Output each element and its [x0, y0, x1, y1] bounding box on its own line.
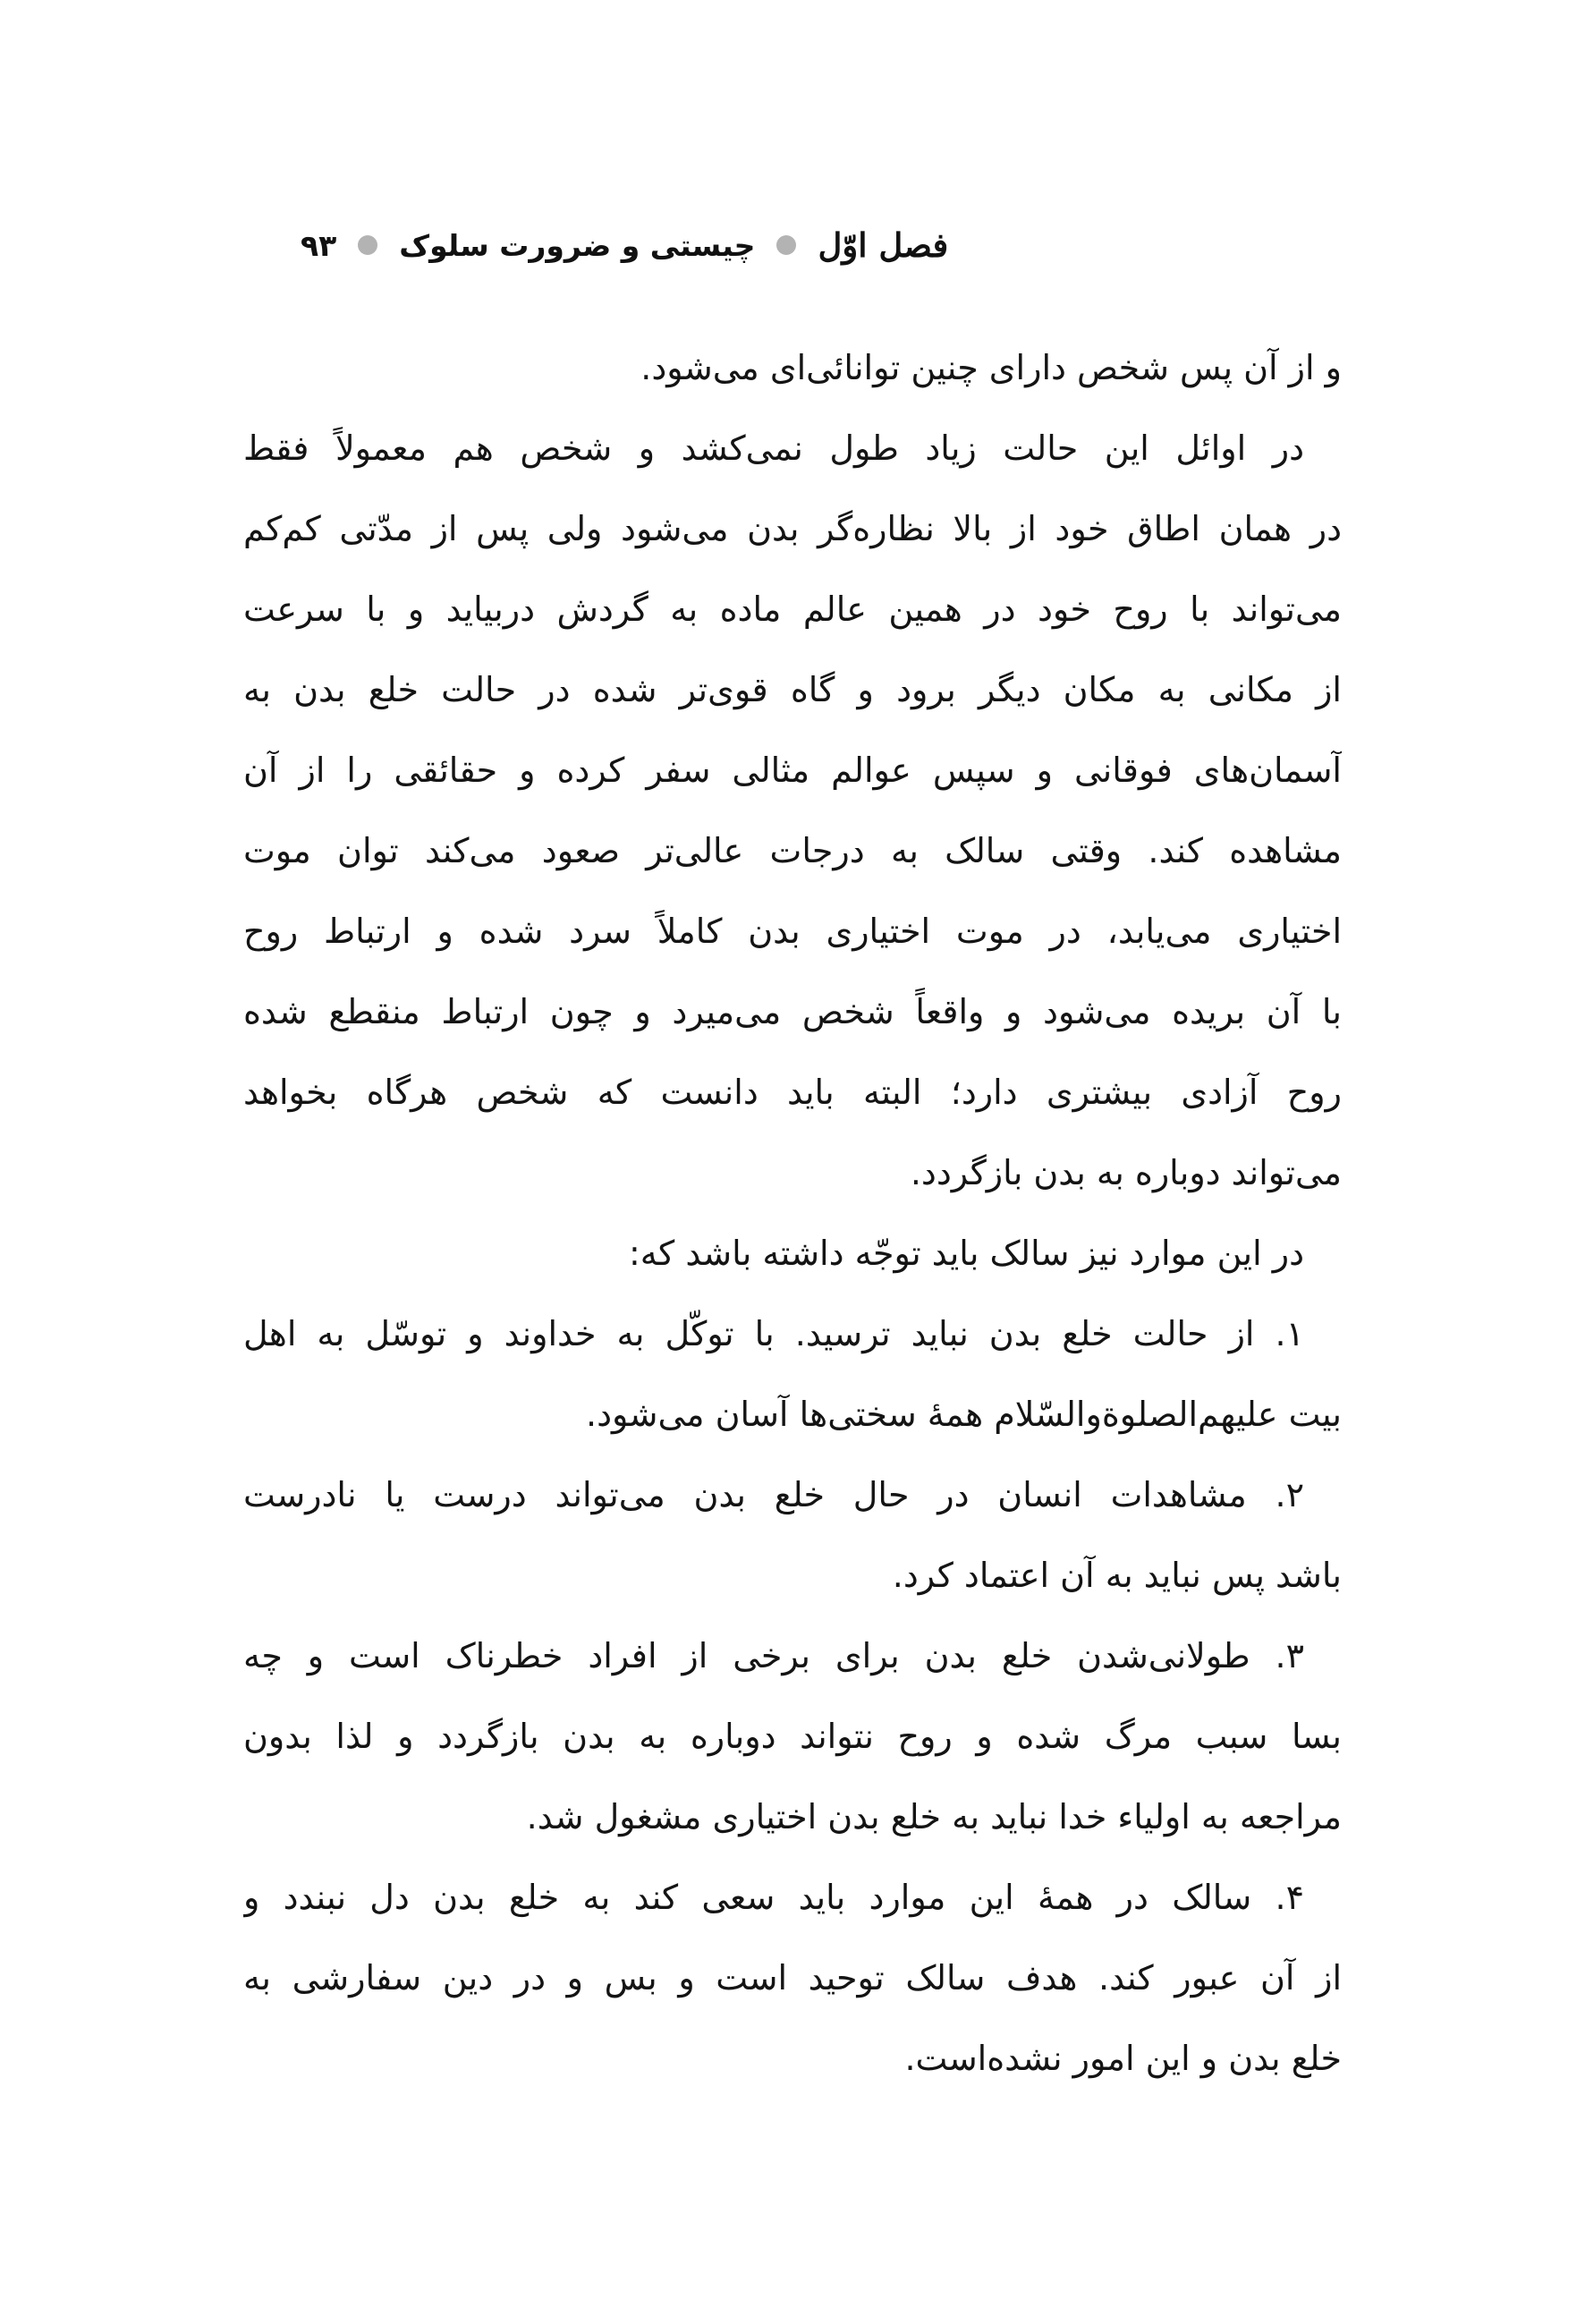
text-line: و از آن پس شخص دارای چنین توانائی‌ای می‌شود.	[640, 348, 1342, 387]
text-line: می‌تواند دوباره به بدن بازگردد.	[910, 1153, 1342, 1192]
text-line: با آن بریده می‌شود و واقعاً شخص می‌میرد و چون ارتباط منقطع شده	[243, 992, 1342, 1031]
text-line: می‌تواند با روح خود در همین عالم ماده به گردش دربیاید و با سرعت	[243, 589, 1342, 629]
text-line: بیت علیهم‌الصلوة‌والسّلام همهٔ سختی‌ها آسان می‌شود.	[586, 1395, 1342, 1434]
text-line: باشد پس نباید به آن اعتماد کرد.	[892, 1556, 1342, 1595]
running-head	[301, 216, 948, 274]
header-bullet-icon	[358, 235, 377, 255]
text-line: ۴. سالک در همهٔ این موارد باید سعی کند به خلع بدن دل نبندد و	[243, 1878, 1304, 1917]
text-line: از مکانی به مکان دیگر برود و گاه قوی‌تر شده در حالت خلع بدن به	[243, 670, 1342, 709]
body-text	[243, 327, 1342, 2099]
text-line: بسا سبب مرگ شده و روح نتواند دوباره به بدن بازگردد و لذا بدون	[243, 1717, 1342, 1756]
page-number: ۹۳	[301, 227, 337, 263]
text-line: ۲. مشاهدات انسان در حال خلع بدن می‌تواند درست یا نادرست	[243, 1475, 1304, 1514]
text-line: در همان اطاق خود از بالا نظاره‌گر بدن می‌شود ولی پس از مدّتی کم‌کم	[243, 509, 1342, 548]
text-line: مراجعه به اولیاء خدا نباید به خلع بدن اختیاری مشغول شد.	[526, 1797, 1342, 1836]
header-section-title: چیستی و ضرورت سلوک	[399, 227, 756, 263]
text-line: مشاهده کند. وقتی سالک به درجات عالی‌تر صعود می‌کند توان موت	[243, 831, 1342, 870]
text-line: ۳. طولانی‌شدن خلع بدن برای برخی از افراد خطرناک است و چه	[243, 1636, 1304, 1675]
header-chapter-title: فصل اوّل	[818, 225, 949, 265]
text-line: اختیاری می‌یابد، در موت اختیاری بدن کاملاً سرد شده و ارتباط روح	[243, 912, 1342, 951]
text-line: از آن عبور کند. هدف سالک توحید است و بس و در دین سفارشی به	[243, 1958, 1342, 1997]
text-line: ۱. از حالت خلع بدن نباید ترسید. با توکّل به خداوند و توسّل به اهل	[243, 1314, 1304, 1353]
text-line: آسمان‌های فوقانی و سپس عوالم مثالی سفر کرده و حقائقی را از آن	[243, 751, 1342, 790]
text-line: روح آزادی بیشتری دارد؛ البته باید دانست که شخص هرگاه بخواهد	[243, 1073, 1342, 1112]
text-line: در اوائل این حالت زیاد طول نمی‌کشد و شخص هم معمولاً فقط	[243, 428, 1304, 468]
header-bullet-icon	[776, 235, 796, 255]
text-line: خلع بدن و این امور نشده‌است.	[904, 2039, 1342, 2078]
text-line: در این موارد نیز سالک باید توجّه داشته باشد که:	[629, 1234, 1304, 1273]
